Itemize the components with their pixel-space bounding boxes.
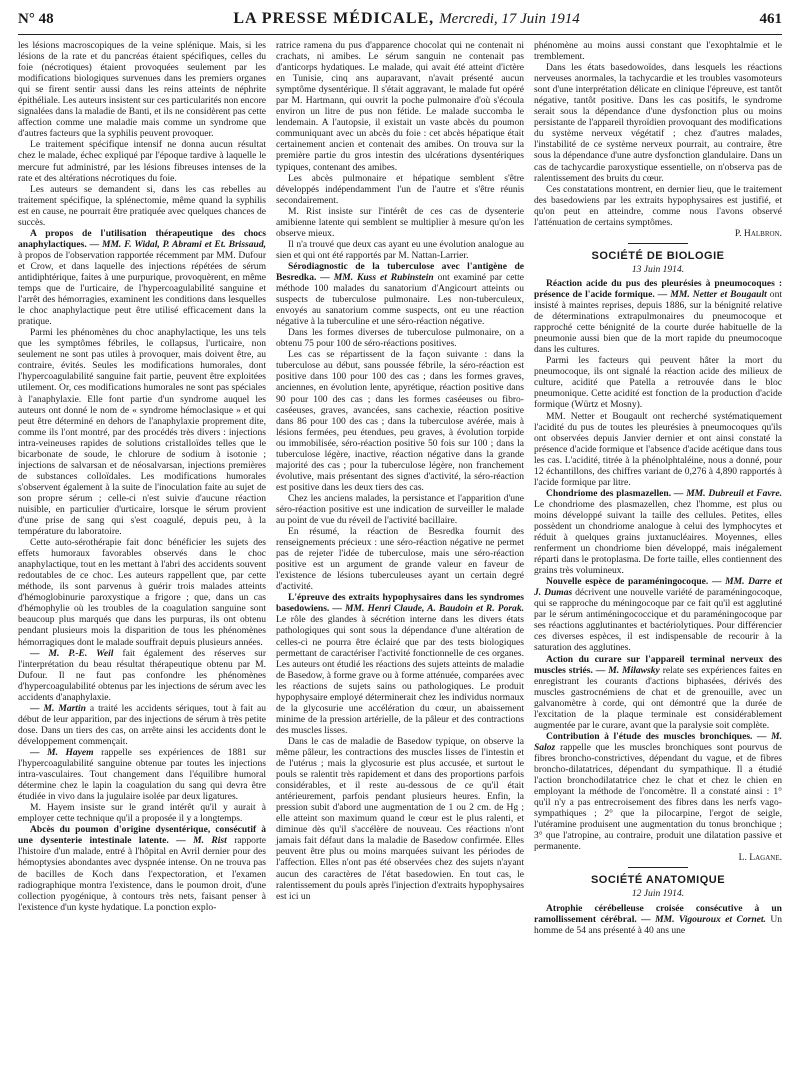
paragraph	[276, 173, 524, 206]
section-title-biologie: SOCIÉTÉ DE BIOLOGIE	[591, 249, 725, 262]
paragraph-text: les lésions macroscopiques de la veine splénique. Mais, si les lésions de la rate et du pancréas étaient spécifiques, celles du foie (nécrotiques) étaient provoquées seulement par les modifications biologiques survenues dans les premiers organes qui se firent sentir aussi dans les reins atteints de néphrite épithéliale. Les auteurs insistent sur ces particularités non encore signalées dans la maladie de Banti, et ils ne considèrent pas cette affection comme une maladie mais comme un syndrome que d'autres facteurs que la syphilis peuvent provoquer.	[18, 40, 266, 140]
article-heading: Contribution à l'étude des muscles bronchiques.	[546, 730, 753, 742]
paragraph	[18, 537, 266, 647]
article-authors: — MM. F. Widal, P. Abrami et Et. Brissaud,	[89, 238, 267, 250]
paragraph	[18, 327, 266, 537]
paragraph	[18, 648, 266, 703]
column-2	[276, 40, 524, 936]
paragraph-text: rapporte l'histoire d'un malade, entré à l'hôpital en Avril dernier pour des hémoptysies abondantes avec dyspnée intense. On ne trouva pas de bacilles de Koch dans l'expectoration, et l'examen radiographique montra l'existence, dans le poumon droit, d'une collection pyogénique, à contours très nets, faisant penser à l'existence d'un kyste hydatique. La ponction explo-	[18, 835, 267, 913]
paragraph-text: à propos de l'observation rapportée récemment par MM. Dufour et Crow, et dans laquelle des injections répétées de sérum antidiphtérique, faites à une purpurique, provoquèrent, en même temps que de l'urticaire, de l'hypercoagulabilité sanguine et l'arrêt des hémorragies, examinent les conditions dans lesquelles le choc anaphylactique peut être utilisé efficacement dans la pratique.	[18, 249, 266, 328]
paragraph	[534, 184, 782, 228]
column-1	[18, 40, 266, 936]
paragraph-text: Le rôle des glandes à sécrétion interne dans les divers états pathologiques qui sont sous la dépendance d'une altération de celles-ci ne pourra être éclairé que par des tests biologiques permettant de caractériser l'activité fonctionnelle de ces organes. Les auteurs ont étudié les réactions des sujets atteints de maladie de Basedow, à forme grave ou à forme atténuée, comparées avec les réactions de sujets sains ou pathologiques. Le produit hypophysaire employé déterminerait chez les individus normaux de la glycosurie une accélération du cœur, un abaissement minime de la pression artérielle, de la pâleur et des contractions des muscles lisses.	[276, 614, 524, 736]
paragraph-text: M. Rist insiste sur l'intérêt de ces cas de dysenterie amibienne latente qui semblent se multiplier à mesure qu'on les observe mieux.	[276, 205, 524, 239]
article-heading: Action du curare sur l'appareil terminal nerveux des muscles striés.	[534, 653, 782, 676]
paragraph	[18, 228, 266, 327]
paragraph	[534, 576, 782, 653]
paragraph	[276, 526, 524, 592]
article-authors: — MM. Kuss et Rubinstein	[320, 271, 434, 283]
paragraph-text: Parmi les phénomènes du choc anaphylactique, les uns tels que les symptômes fébriles, le collapsus, l'urticaire, non seulement ne sont pas utiles à provoquer, mais doivent être, au contraire, évités. Seules les modifications humorales, dont l'hypercoagulabilité sanguine fait partie, peuvent être exploitées utilement. Or, ces modifications humorales ne sont pas spéciales à l'anaphylaxie. Elle font partie d'un syndrome auquel les auteurs ont donné le nom de « syndrome hémoclasique » et qui peut être déterminé en dehors de l'anaphylaxie proprement dite, comme ils l'ont montré, par des procédés très divers : injections intra-veineuses rapides de solutions cristalloïdes telles que le bicarbonate de soude, le chlorure de sodium à isotonie ; injections de salvarsan et de néosalvarsan, injections premières de substances colloïdales. Les modifications humorales s'observent également à la suite de l'inoculation faite au sujet de son propre sérum ; celle-ci n'est suivie d'aucune réaction nuisible, en particulier d'urticaire, lorsque le sérum provient d'une prise de sang qui s'est coagulé, depuis peu, à la température du laboratoire.	[18, 327, 266, 538]
section-date-anatomique: 12 Juin 1914.	[631, 888, 685, 900]
paragraph-text: Les abcès pulmonaire et hépatique semblent s'être développés indépendamment l'un de l'autre et s'être réunis secondairement.	[276, 172, 524, 206]
paragraph	[18, 824, 266, 912]
paragraph-text: ratrice ramena du pus d'apparence chocolat qui ne contenait ni crachats, ni amibes. Le sérum sanguin ne contenait pas d'anticorps hydatiques. Le malade, qui avait été atteint d'ictère en Tunisie, cinq ans auparavant, n'avait présenté aucun symptôme dysentérique. Il s'était aggravant, le malade fut opéré par M. Hartmann, qui ouvrit la poche pulmonaire d'où s'écoula environ un litre de pus non fétide. Le malade succomba le lendemain. A l'autopsie, il existait un vaste abcès du poumon communiquant avec un abcès du foie : cet abcès hépatique était certainement ancien et contenait des amibes. On trouva sur la première partie du gros intestin des ulcérations dysentériques typiques, contenant des amibes.	[276, 40, 524, 173]
paragraph-text: M. Hayem insiste sur le grand intérêt qu'il y aurait à employer cette technique qu'il a proposée il y a longtemps.	[18, 802, 266, 825]
paragraph-text: a traité les accidents sériques, tout à fait au début de leur apparition, par des injections de sérum à très petite dose. Dans un tiers des cas, on arrête ainsi les accidents dont le développement commençait.	[18, 702, 267, 747]
issue-number: N° 48	[18, 11, 54, 27]
article-heading: Réaction acide du pus des pleurésies à pneumocoques : présence de l'acide formique.	[534, 277, 782, 300]
article-authors: — M. Hayem	[30, 747, 94, 758]
section-date-biologie: 13 Juin 1914.	[631, 263, 685, 275]
article-authors: — M. Saloz	[534, 730, 783, 753]
paragraph	[534, 488, 782, 576]
paragraph-text: Dans le cas de maladie de Basedow typique, on observe la même pâleur, les contractions des muscles lisses de l'intestin et de l'utérus ; mais la glycosurie est plus accusée, et surtout le pouls se ralentit très rapidement et dans des proportions parfois considérables, et il reste au-dessous de ce qu'il était antérieurement, parfois pendant plusieurs heures. Enfin, la pression subit d'abord une augmentation de 1 ou 2 cm. de Hg ; elle atteint son maximum quand le cœur est le plus ralenti, et diminue dès qu'il s'accélère de nouveau. Ces réactions n'ont jamais fait défaut dans la maladie de Basedow confirmée. Elles peuvent être plus ou moins marquées suivant les périodes de l'affection. Elles n'ont pas été observées chez des sujets n'ayant aucun des caractères de l'état basedowien. En tout cas, le ralentissement du pouls après l'injection d'extraits hypophysaires est ici un	[276, 735, 524, 902]
paragraph-text: Cette auto-sérothérapie fait donc bénéficier les sujets des effets humoraux favorables observés dans le choc anaphylactique, tout en les mettant à l'abri des accidents souvent redoutables de ce choc. Les auteurs rappellent que, par cette méthode, ils sont parvenus à guérir trois malades atteints d'hémoglobinurie paroxystique a frigore ; que, dans un cas d'hémophylie où les troubles de la coagulation sanguine sont beaucoup plus marqués que dans les purpuras, ils ont obtenu pendant plusieurs mois la disparition de tous les phénomènes hémorragiques dont le malade souffrait depuis plusieurs années.	[18, 537, 266, 648]
paragraph	[534, 40, 782, 62]
article-authors: — MM. Henri Claude, A. Baudoin et R. Porak.	[332, 603, 524, 615]
paragraph-text: rappelle ses expériences de 1881 sur l'hypercoagulabilité sanguine obtenue par toutes les injections intra-vasculaires. Tout changement dans l'équilibre humoral détermine chez le lapin la coagulation du sang qui devra être étudiée in vivo dans la jugulaire isolée par deux ligatures.	[18, 747, 267, 803]
article-columns	[18, 40, 782, 936]
paragraph	[18, 184, 266, 228]
paragraph-text: rappelle que les muscles bronchiques sont pourvus de fibres broncho-constrictives, dépendant du vague, et de fibres broncho-dilatatrices, dépendant du sympathique. Il a étudié l'action bronchodilatatrice chez le chat et chez le chien en employant la méthode de l'oncomètre. Il a constaté ainsi : 1° qu'il n'y a pas entrecroisement des fibres dans les nerfs vago-sympathiques ; 2° que la pilocarpine, l'ergot de seigle, l'utéramine produisent une augmentation du tonus bronchique ; 3° que l'atropine, au contraire, produit une dilatation passive et permanente.	[534, 741, 783, 853]
paragraph	[534, 654, 782, 731]
article-heading: Chondriome des plasmazellen.	[546, 487, 672, 499]
journal-name: LA PRESSE MÉDICALE,	[233, 10, 435, 27]
paragraph	[276, 493, 524, 526]
article-heading: L'épreuve des extraits hypophysaires dans les syndromes basedowiens.	[276, 592, 524, 615]
paragraph-text: Chez les anciens malades, la persistance et l'apparition d'une séro-réaction positive est une indication de surveiller le malade au point de vue du réveil de l'activité bacillaire.	[276, 492, 524, 527]
article-heading: Nouvelle espèce de paraméningocoque.	[546, 576, 709, 588]
paragraph	[534, 355, 782, 410]
paragraph-text: Il n'a trouvé que deux cas ayant eu une évolution analogue au sien et qui ont été rapportés par M. Nattan-Larrier.	[276, 238, 524, 261]
page-header	[18, 10, 782, 35]
article-authors: — M. Rist	[176, 835, 227, 847]
article-authors: — M. Milawsky	[595, 664, 660, 676]
article-authors: — MM. Netter et Bougault	[657, 288, 767, 300]
paragraph	[276, 40, 524, 173]
issue-date: Mercredi, 17 Juin 1914	[439, 11, 580, 27]
paragraph	[18, 139, 266, 183]
paragraph-text: Parmi les facteurs qui peuvent hâter la mort du pneumocoque, ils ont signalé la réaction acide des milieux de culture, acidité que Patella a retrouvée dans le bloc pneumonique. Cette acidité est fonction de la production d'acide formique (Würtz et Mosny).	[534, 355, 782, 411]
paragraph-text: ont insisté à maintes reprises, depuis 1886, sur la bénignité relative de déterminations extrapulmonaires du pneumocoque et rapproché cette bénignité de la courte durée habituelle de la pneumonie aussi bien que de la mort rapide du pneumocoque dans les cultures.	[534, 288, 782, 356]
paragraph	[534, 278, 782, 355]
paragraph-text: fait également des réserves sur l'interprétation du beau résultat thérapeutique obtenu par M. Dufour. Il ne faut pas confondre les phénomènes d'hypercoagulabilité obtenus par les injections de sérum avec les accidents d'anaphylaxie.	[18, 647, 266, 703]
paragraph	[276, 592, 524, 736]
paragraph-text: relate ses expériences faites en enregistrant les courants d'actions biphasées, dérivés des muscles gastrocnémiens de chat et de grenouille, avec un galvanomètre à corde, qui ont démontré que la durée de l'excitation de la plaque terminale est considérablement augmentée par le curare, avant que la paralysie soit complète.	[534, 664, 782, 731]
paragraph	[534, 903, 782, 936]
paragraph	[18, 802, 266, 824]
section-divider	[628, 243, 688, 244]
paragraph-text: En résumé, la réaction de Besredka fournit des renseignements précieux : une séro-réaction négative ne permet pas de rejeter l'idée de tuberculose, mais une séro-réaction positive est un argument de grande valeur en faveur de l'existence de lésions tuberculeuses ayant un certain degré d'activité.	[276, 526, 524, 593]
article-authors: — M. P.-E. Weil	[30, 647, 114, 659]
paragraph	[276, 349, 524, 493]
article-authors: — M. Martin	[30, 702, 86, 714]
paragraph-text: MM. Netter et Bougault ont recherché systématiquement l'acidité du pus de toutes les pleurésies à pneumocoques qu'ils ont observées depuis Janvier dernier et ont ainsi constaté la présence d'acide formique et l'absence d'acide acétique dans tous les cas. L'acidité, titrée à la phénolphtaléine, nous a donné, pour 12 échantillons, des chiffres variant de 0,276 à 4,890 rapportés à l'acide formique par litre.	[534, 410, 782, 488]
paragraph-text: Ces constatations montrent, en dernier lieu, que le traitement des basedowiens par les extraits hypophysaires est justifié, et qu'on peut en atteindre, comme nous l'avons observé l'atténuation de certains symptômes.	[534, 183, 782, 228]
article-heading: A propos de l'utilisation thérapeutique des chocs anaphylactiques.	[18, 227, 266, 250]
page-number: 461	[759, 11, 782, 27]
paragraph-text: Dans les formes diverses de tuberculose pulmonaire, on a obtenu 75 pour 100 de séro-réactions positives.	[276, 327, 524, 350]
paragraph	[534, 62, 782, 184]
article-authors: — MM. Darre et J. Dumas	[534, 576, 782, 599]
paragraph	[18, 40, 266, 139]
paragraph-text: Le chondriome des plasmazellen, chez l'homme, est plus ou moins développé suivant la taille des cellules. Petites, elles possèdent un chondriome analogue à celui des lymphocytes et réduit à quelques grains juxtanucléaires. Moyennes, elles renferment un chondriome bien développé, mais inégalement réparti dans le protoplasma. De forte taille, elles contiennent des grains très volumineux.	[534, 498, 782, 577]
paragraph-text: Dans les états basedowoïdes, dans lesquels les réactions nerveuses anormales, la tachycardie et les troubles vasomoteurs sont d'une interprétation délicate en clinique l'épreuve, est tantôt négative, tantôt positive. Dans les cas positifs, le syndrome serait sous la dépendance d'une dysfonction plus ou moins persistante de l'appareil thyroïdien provoquant des modifications du système nerveux végétatif ; chez d'autres malades, l'instabilité de ce système nerveux pourrait, au contraire, être sous la dépendance d'une autre dysfonction glandulaire. Dans un cas de tachycardie paroxystique essentielle, on n'observa pas de ralentissement des bruits du cœur.	[534, 62, 782, 184]
section-title-anatomique: SOCIÉTÉ ANATOMIQUE	[590, 874, 726, 887]
paragraph	[276, 327, 524, 349]
signature-halbron: P. Halbron.	[734, 227, 782, 239]
paragraph-text: Les cas se répartissent de la façon suivante : dans la tuberculose au début, sans poussée fébrile, la séro-réaction est positive dans 100 pour 100 des cas ; dans les formes graves, anciennes, en évolution lente, apyrétique, réaction positive dans 90 pour 100 des cas ; dans les formes caséeuses ou fibro-caséeuses, graves, avancées, sans cachexie, réaction positive dans 86 pour 100 des cas ; dans la tuberculose avérée, mais à lésions fermées, peu étendues, peu graves, à évolution torpide ou immobilisée, séro-réaction positive 50 fois sur 100 ; dans la tuberculose légère, inactive, réaction négative dans la grande majorité des cas ; pour la tuberculose légère, non franchement évolutive, mais présentant des signes d'activité, la séro-réaction est positive dans les deux tiers des cas.	[276, 349, 524, 493]
column-3	[534, 40, 782, 936]
paragraph-text: Les auteurs se demandent si, dans les cas rebelles au traitement spécifique, la splénectomie, même quand la syphilis est en cause, ne pourrait être pratiquée avec quelques chances de succès.	[18, 183, 266, 228]
paragraph-text: phénomène au moins aussi constant que l'exophtalmie et le tremblement.	[534, 40, 782, 63]
article-authors: — MM. Vigouroux et Cornet.	[641, 913, 766, 925]
paragraph	[276, 736, 524, 902]
paragraph-text: décrivent une nouvelle variété de paraméningocoque, qui se rapproche du méningocoque par ce fait qu'il est agglutiné par le sérum antiméningococcique et du paraméningocoque par ses réactions agglutinantes et bactériolytiques. Pour différencier ces diverses espèces, il est indispensable de recourir à la saturation des agglutines.	[534, 587, 782, 654]
article-authors: — MM. Dubreuil et Favre.	[673, 487, 782, 499]
paragraph	[18, 703, 266, 747]
section-divider	[628, 867, 688, 868]
paragraph	[276, 261, 524, 327]
paragraph	[18, 747, 266, 802]
signature-lagane: L. Lagane.	[738, 852, 782, 864]
paragraph-text: Le traitement spécifique intensif ne donna aucun résultat chez le malade, échec expliqué par l'époque tardive à laquelle le mercure fut administré, par les lésions fibreuses intenses de la rate et des altérations nécrotiques du foie.	[18, 139, 266, 184]
article-heading: Abcès du poumon d'origine dysentérique, consécutif à une dysenterie intestinale latente.	[18, 824, 266, 847]
journal-title	[233, 10, 579, 28]
paragraph	[534, 731, 782, 853]
paragraph-text: ont examiné par cette méthode 100 malades du sanatorium d'Angicourt atteints ou suspects de tuberculose pulmonaire. Les non-tuberculeux, envoyés au sanatorium comme suspects, ont eu une réaction négative à la tuberculine et une séro-réaction négative.	[276, 271, 525, 328]
article-heading: Atrophie cérébelleuse croisée consécutive à un ramollissement cérébral.	[534, 902, 782, 925]
paragraph	[276, 239, 524, 261]
paragraph-text: Un homme de 54 ans présenté à 40 ans une	[534, 913, 782, 936]
article-heading: Sérodiagnostic de la tuberculose avec l'antigène de Besredka.	[276, 260, 524, 283]
paragraph	[276, 206, 524, 239]
paragraph	[534, 411, 782, 488]
